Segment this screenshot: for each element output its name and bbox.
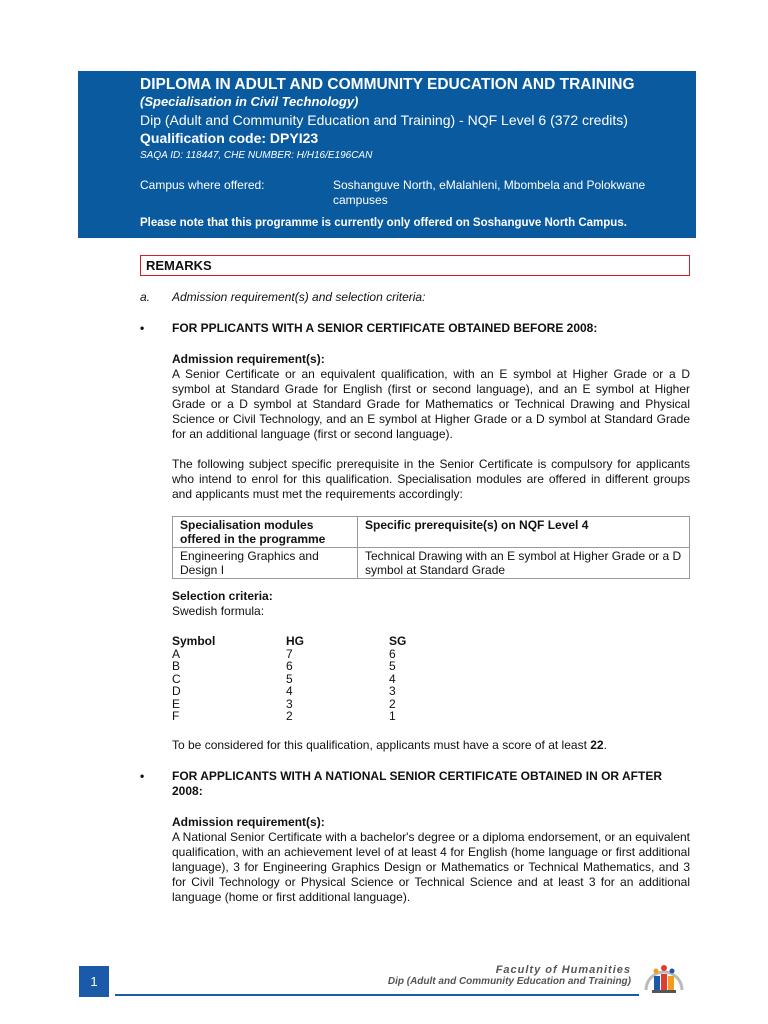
faculty-name: Faculty of Humanities — [495, 964, 631, 976]
bullet-post-2008 — [140, 769, 690, 799]
campus-row — [140, 178, 696, 208]
qualification-code: Qualification code: DPYI23 — [140, 130, 319, 146]
footer-divider — [115, 994, 639, 996]
selection-text: Swedish formula: — [172, 604, 265, 618]
score-requirement — [172, 738, 690, 753]
prerequisite-table — [172, 516, 690, 579]
bullet-pre-2008 — [140, 321, 690, 336]
table-cell: 5 — [389, 659, 396, 673]
selection-heading: Selection criteria: — [172, 589, 273, 603]
programme-title: DIPLOMA IN ADULT AND COMMUNITY EDUCATION AND TRAINING — [140, 76, 635, 93]
admission-text: A National Senior Certificate with a bachelor's degree or a diploma endorsement, or an equivalent qualification, with an achievement level of at least 4 for English (home language or first additional language), 3 for Engineering Graphics Design or Mathematics or Technical Mathematics, and 3 for Civil Technology or Physical Science or Technical Science and at least 3 for an additional language (home or first additional language). — [172, 829, 690, 904]
table-cell: Engineering Graphics and Design I — [173, 548, 358, 579]
table-cell: B — [172, 659, 181, 673]
admission-heading: Admission requirement(s): — [172, 814, 325, 829]
table-row — [172, 710, 406, 723]
table-row — [172, 660, 406, 673]
saqa-id: SAQA ID: 118447, CHE NUMBER: H/H16/E196CAN — [140, 150, 373, 161]
main-content — [140, 290, 690, 905]
table-cell: C — [172, 671, 181, 686]
table-cell: 2 — [389, 696, 396, 711]
bullet-heading: FOR PPLICANTS WITH A SENIOR CERTIFICATE OBTAINED BEFORE 2008: — [172, 321, 598, 335]
footer-programme: Dip (Adult and Community Education and Training) — [387, 976, 631, 987]
symbols-table — [172, 635, 406, 723]
campus-note: Please note that this programme is currently only offered on Soshanguve North Campus. — [140, 217, 627, 229]
table-row — [173, 548, 690, 579]
programme-header — [78, 71, 696, 238]
table-cell: 6 — [389, 646, 396, 661]
table-cell: 3 — [389, 684, 396, 698]
admission-heading: Admission requirement(s): — [172, 352, 325, 366]
table-cell: A — [172, 646, 181, 661]
remarks-heading: REMARKS — [140, 255, 690, 276]
post-2008-body — [172, 815, 690, 905]
score-text: To be considered for this qualification, applicants must have a score of at least — [172, 737, 587, 752]
table-cell: 2 — [286, 709, 293, 723]
campus-value: Soshanguve North, eMalahleni, Mbombela and Polokwane campuses — [333, 178, 646, 207]
bullet-icon: • — [140, 321, 145, 335]
table-cell: 6 — [286, 659, 293, 673]
symbols-header: HG — [286, 634, 304, 648]
section-a-letter: a. — [140, 290, 151, 304]
table-cell: 5 — [286, 671, 293, 686]
section-a — [140, 290, 690, 305]
bullet-icon: • — [140, 768, 145, 783]
pre-2008-body — [172, 352, 690, 753]
score-value: 22 — [590, 737, 604, 752]
table-cell: D — [172, 684, 181, 698]
section-a-text: Admission requirement(s) and selection criteria: — [172, 290, 426, 304]
page-number: 1 — [79, 966, 109, 997]
symbols-header-row — [172, 635, 406, 648]
university-logo-icon — [640, 960, 688, 1000]
diploma-description: Dip (Adult and Community Education and Training) - NQF Level 6 (372 credits) — [140, 112, 628, 128]
table-cell: 4 — [389, 671, 396, 686]
table-cell: 7 — [286, 646, 293, 661]
table-row — [172, 685, 406, 698]
admission-text: A Senior Certificate or an equivalent qualification, with an E symbol at Higher Grade or a D symbol at Standard Grade for English (first or second language), and an E symbol at Higher Grade or a D symbol at Standard Grade for Mathematics or Technical Drawing and Physical Science or Civil Technology, and an E symbol at Higher Grade or a D symbol at Standard Grade for an additional language (first or second language). — [172, 367, 690, 441]
table-header-row — [173, 517, 690, 548]
table-cell: F — [172, 709, 180, 723]
score-end: . — [603, 737, 607, 752]
table-header: Specific prerequisite(s) on NQF Level 4 — [358, 517, 690, 548]
symbols-header: SG — [389, 634, 407, 648]
table-cell: Technical Drawing with an E symbol at Higher Grade or a D symbol at Standard Grade — [358, 548, 690, 579]
table-header: Specialisation modules offered in the programme — [173, 517, 358, 548]
prerequisite-text: The following subject specific prerequisite in the Senior Certificate is compulsory for applicants who intend to enrol for this qualification. Specialisation modules are offered in different groups and applicants must met the requirements accordingly: — [172, 457, 690, 501]
bullet-heading: FOR APPLICANTS WITH A NATIONAL SENIOR CERTIFICATE OBTAINED IN OR AFTER 2008: — [172, 768, 662, 798]
table-cell: 4 — [286, 684, 293, 698]
specialisation: (Specialisation in Civil Technology) — [140, 94, 359, 109]
footer-text — [388, 964, 631, 988]
campus-label: Campus where offered: — [140, 178, 265, 192]
symbols-header: Symbol — [172, 634, 216, 648]
table-cell: E — [172, 696, 181, 711]
table-cell: 3 — [286, 696, 293, 711]
table-cell: 1 — [389, 709, 396, 723]
